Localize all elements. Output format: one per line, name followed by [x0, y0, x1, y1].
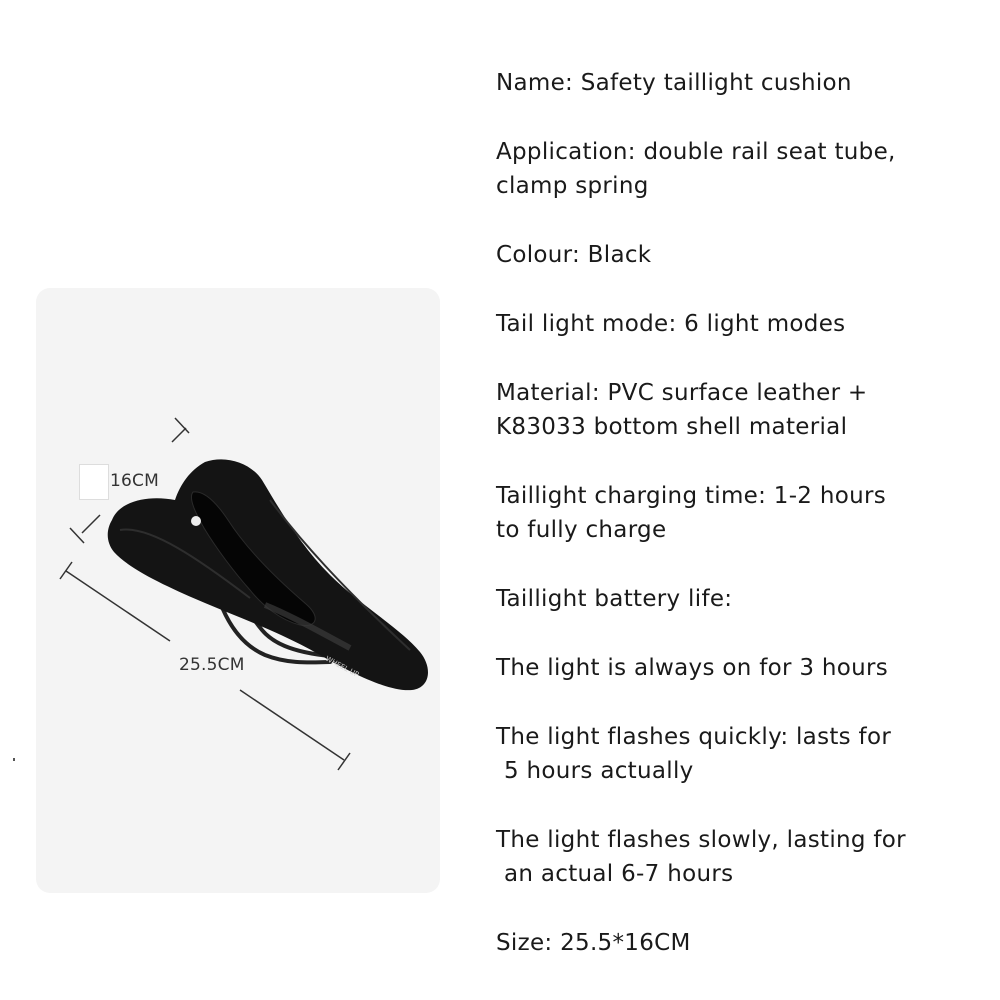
spec-line: to fully charge	[496, 517, 667, 543]
spec-list	[496, 66, 976, 995]
dimension-width-box	[79, 464, 109, 500]
spec-line: Tail light mode: 6 light modes	[496, 311, 846, 337]
spec-line: Size: 25.5*16CM	[496, 930, 691, 956]
spec-line: The light flashes quickly: lasts for	[496, 724, 892, 750]
spec-material	[496, 376, 976, 444]
spec-line: K83033 bottom shell material	[496, 414, 848, 440]
spec-line: Taillight battery life:	[496, 586, 733, 612]
spec-name	[496, 66, 976, 100]
spec-line: an actual 6-7 hours	[504, 861, 734, 887]
spec-flash-quick	[496, 720, 976, 788]
stray-mark	[13, 758, 15, 761]
spec-line: Name: Safety taillight cushion	[496, 70, 852, 96]
spec-line: Colour: Black	[496, 242, 652, 268]
spec-line: The light flashes slowly, lasting for	[496, 827, 906, 853]
spec-line: The light is always on for 3 hours	[496, 655, 889, 681]
spec-battery-life-heading	[496, 582, 976, 616]
spec-line: Application: double rail seat tube,	[496, 139, 896, 165]
spec-line: Material: PVC surface leather +	[496, 380, 868, 406]
brand-mark: WHEEL UP	[324, 654, 361, 679]
spec-flash-slow	[496, 823, 976, 891]
spec-line: Taillight charging time: 1-2 hours	[496, 483, 887, 509]
spec-line: 5 hours actually	[504, 758, 694, 784]
spec-always-on	[496, 651, 976, 685]
dimension-width-label: 16CM	[110, 471, 159, 491]
spec-tail-light-mode	[496, 307, 976, 341]
spec-application	[496, 135, 976, 203]
dimension-length-label: 25.5CM	[179, 655, 245, 675]
spec-size	[496, 926, 976, 960]
spec-charging-time	[496, 479, 976, 547]
spec-colour	[496, 238, 976, 272]
spec-line: clamp spring	[496, 173, 649, 199]
saddle-illustration	[0, 0, 440, 900]
